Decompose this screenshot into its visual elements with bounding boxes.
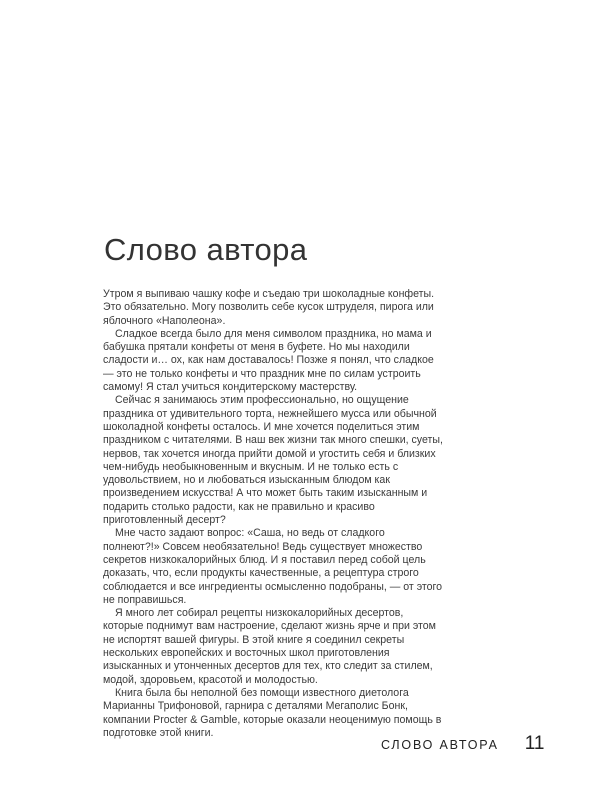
page-number: 11 [524,733,545,754]
paragraph-6: Книга была бы неполной без помощи известного диетолога Марианны Трифоновой, гарнира с деталями Мегаполис Бонк, компании Procter & Gamble, которые оказали неоценимую помощь в подготовке этой книги. [103,686,442,739]
paragraph-3: Сейчас я занимаюсь этим профессионально, но ощущение праздника от удивительного торта, нежнейшего мусса или обычной шоколадной конфеты осталось. И мне хочется поделиться этим праздником с читателями. В наш век жизни так много спешки, суеты, нервов, так хочется иногда прийти домой и угостить себя и близких чем-нибудь необыкновенным и вкусным. И не только есть с удовольствием, но и любоваться изысканным блюдом как произведением искусства! А что может быть таким изысканным и подарить столько радости, как не правильно и красиво приготовленный десерт? [103,394,443,527]
paragraph-5: Я много лет собирал рецепты низкокалорийных десертов, которые поднимут вам настроение, сделают жизнь ярче и при этом не испортят вашей фигуры. В этой книге я соединил секреты нескольких европейских и восточных школ приготовления изысканных и утонченных десертов для тех, кто следит за стилем, модой, здоровьем, красотой и молодостью. [103,607,436,686]
paragraph-2: Сладкое всегда было для меня символом праздника, но мама и бабушка прятали конфеты от меня в буфете. Но мы находили сладости и… ох, как нам доставалось! Позже я понял, что сладкое — это не только конфеты и что праздник мне по силам устроить самому! Я стал учиться кондитерскому мастерству. [103,327,434,394]
paragraph-4: Мне часто задают вопрос: «Саша, но ведь от сладкого полнеют?!» Совсем необязательно! Ведь существует множество секретов низкокалорийных блюд. И я поставил перед собой цель доказать, что, если продукты качественные, а рецептура строго соблюдается и все ингредиенты осмысленно подобраны, — от этого не поправишься. [103,527,443,606]
running-head: СЛОВО АВТОРА [381,738,499,752]
page-title: Слово автора [104,232,308,267]
page-footer [381,733,544,755]
body-text [103,288,443,740]
paragraph-1: Утром я выпиваю чашку кофе и съедаю три шоколадные конфеты. Это обязательно. Могу позволить себе кусок штруделя, пирога или яблочного «Наполеона». [103,288,435,327]
